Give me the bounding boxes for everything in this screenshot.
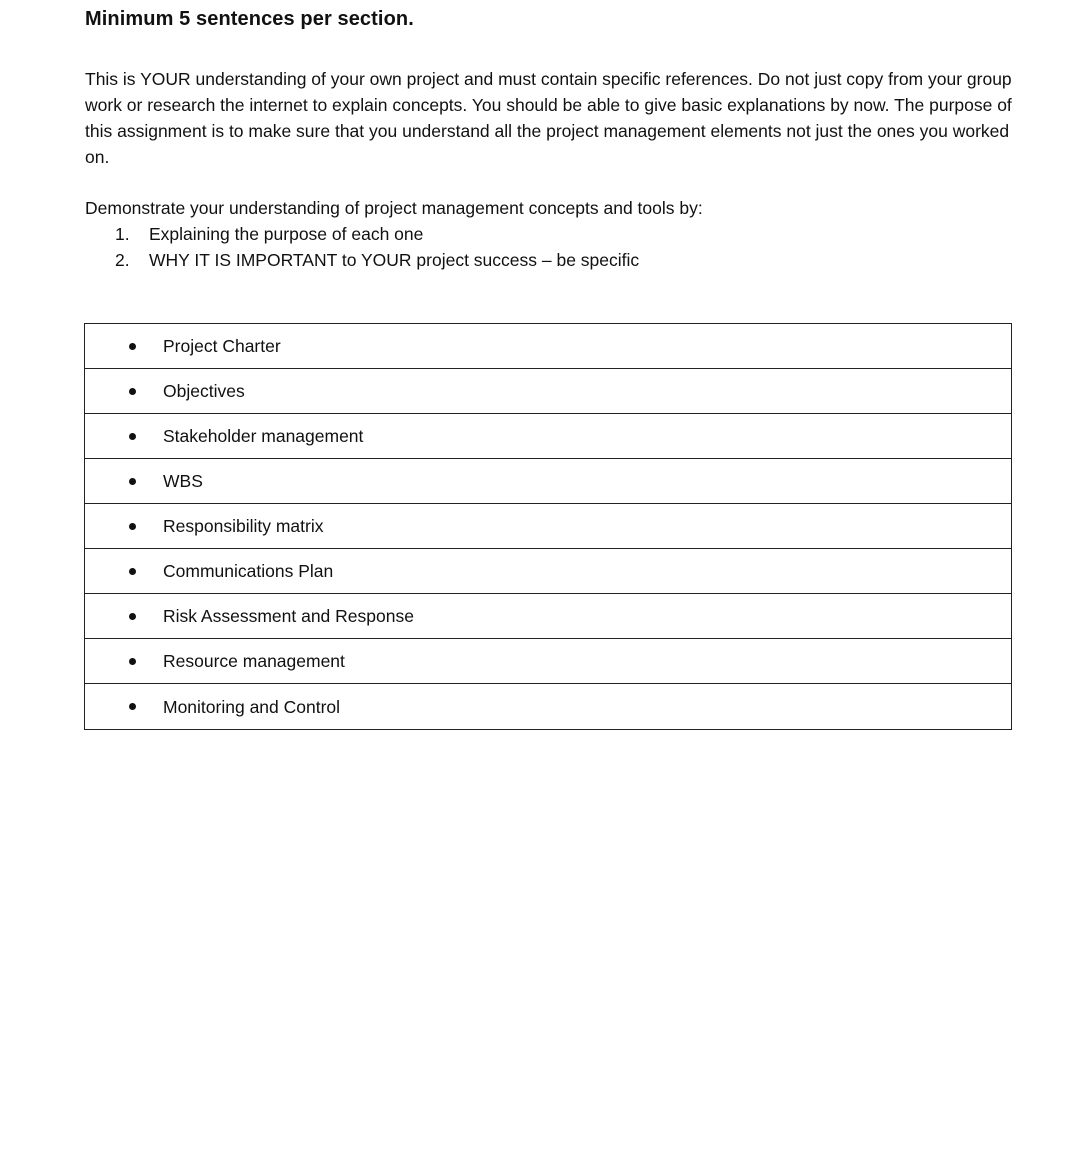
topic-label: Monitoring and Control xyxy=(163,696,341,717)
section-heading: Minimum 5 sentences per section. xyxy=(85,8,414,30)
topic-label: Objectives xyxy=(163,381,245,401)
topic-row xyxy=(85,459,1011,504)
topic-row xyxy=(85,684,1011,729)
topic-label: Responsibility matrix xyxy=(163,516,324,536)
topic-row xyxy=(85,549,1011,594)
topic-row xyxy=(85,594,1011,639)
step-item xyxy=(115,247,639,273)
topic-label: WBS xyxy=(163,471,203,491)
topic-label: Risk Assessment and Response xyxy=(163,606,414,626)
instructions-paragraph: This is YOUR understanding of your own project and must contain specific references. Do not just copy from your group work or research the internet to explain concepts. You should be able to give basic explanations by now. The purpose of this assignment is to make sure that you understand all the project management elements not just the ones you worked on. xyxy=(85,69,1012,167)
bullet-icon xyxy=(129,613,136,620)
topics-table xyxy=(84,323,1012,730)
bullet-icon xyxy=(129,568,136,575)
topic-row xyxy=(85,639,1011,684)
step-number: 1. xyxy=(115,224,130,244)
step-number: 2. xyxy=(115,250,130,270)
topic-row xyxy=(85,369,1011,414)
topic-label: Resource management xyxy=(163,651,345,671)
bullet-icon xyxy=(129,433,136,440)
bullet-icon xyxy=(129,658,136,665)
topic-label: Stakeholder management xyxy=(163,426,364,446)
topic-row xyxy=(85,414,1011,459)
topic-label: Project Charter xyxy=(163,336,281,356)
topic-row xyxy=(85,504,1011,549)
step-text: WHY IT IS IMPORTANT to YOUR project success – be specific xyxy=(149,250,640,270)
instructions-steps xyxy=(115,221,639,273)
step-text: Explaining the purpose of each one xyxy=(149,224,424,244)
topic-row xyxy=(85,324,1011,369)
bullet-icon xyxy=(129,523,136,530)
bullet-icon xyxy=(129,388,136,395)
instructions-intro: Demonstrate your understanding of project management concepts and tools by: xyxy=(85,198,703,218)
bullet-icon xyxy=(129,343,136,350)
step-item xyxy=(115,221,639,247)
topic-label: Communications Plan xyxy=(163,561,334,581)
bullet-icon xyxy=(129,703,136,710)
bullet-icon xyxy=(129,478,136,485)
